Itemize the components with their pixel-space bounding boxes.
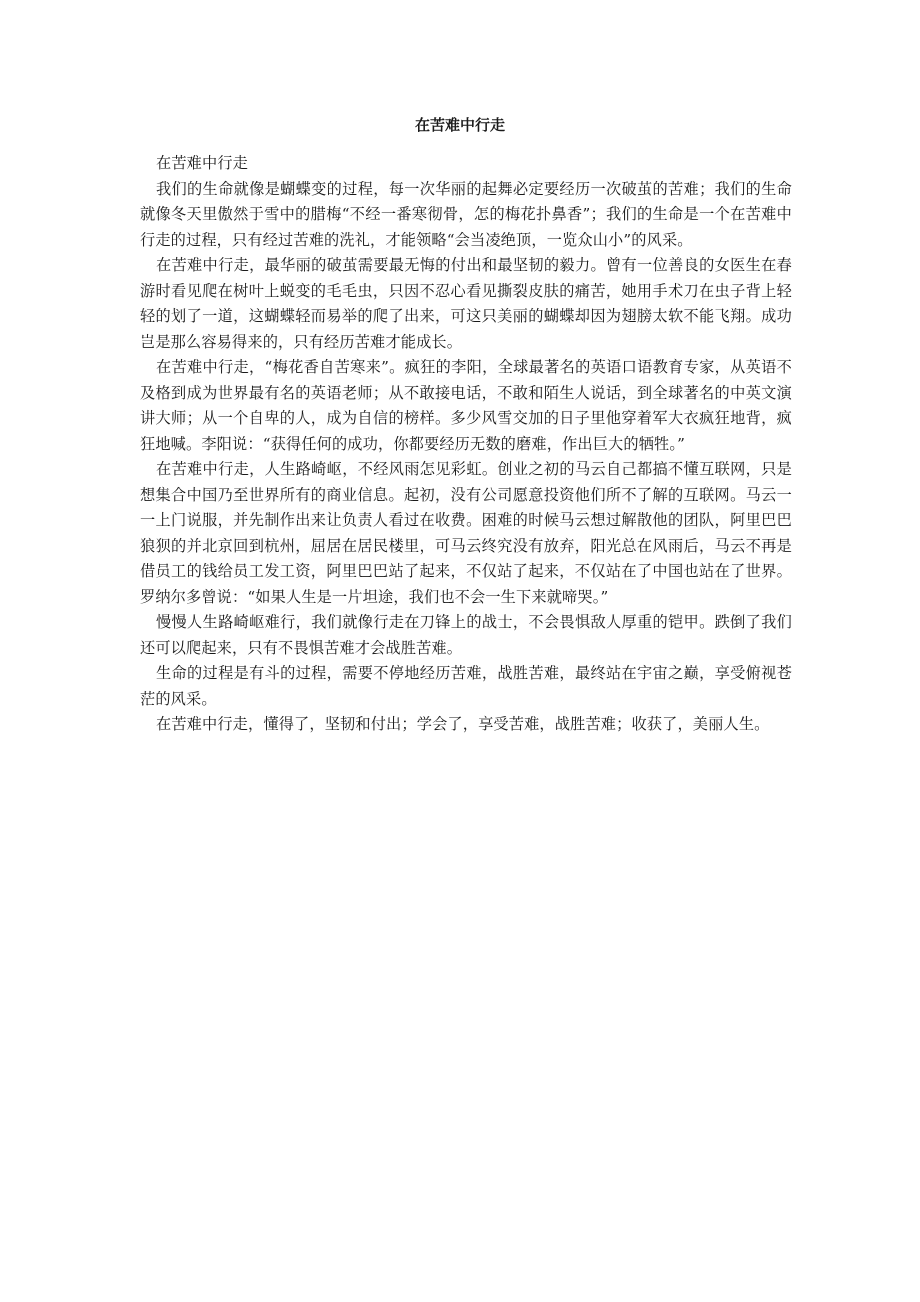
document-body	[140, 151, 792, 738]
document-title: 在苦难中行走	[414, 116, 505, 134]
paragraph: 我们的生命就像是蝴蝶变的过程，每一次华丽的起舞必定要经历一次破茧的苦难；我们的生命就像冬天里傲然于雪中的腊梅“不经一番寒彻骨，怎的梅花扑鼻香”；我们的生命是一个在苦难中行走的过程，只有经过苦难的洗礼，才能领略“会当凌绝顶，一览众山小”的风采。	[140, 179, 792, 249]
paragraph: 慢慢人生路崎岖难行，我们就像行走在刀锋上的战士，不会畏惧敌人厚重的铠甲。跌倒了我们还可以爬起来，只有不畏惧苦难才会战胜苦难。	[140, 613, 792, 657]
paragraph: 在苦难中行走，懂得了，坚韧和付出；学会了，享受苦难，战胜苦难；收获了，美丽人生。	[156, 715, 770, 733]
paragraph: 在苦难中行走	[156, 154, 249, 172]
paragraph: 生命的过程是有斗的过程，需要不停地经历苦难，战胜苦难，最终站在宇宙之巅，享受俯视苍茫的风采。	[140, 664, 792, 708]
paragraph: 在苦难中行走，最华丽的破茧需要最无悔的付出和最坚韧的毅力。曾有一位善良的女医生在春游时看见爬在树叶上蜕变的毛毛虫，只因不忍心看见撕裂皮肤的痛苦，她用手术刀在虫子背上轻轻的划了一道，这蝴蝶轻而易举的爬了出来，可这只美丽的蝴蝶却因为翅膀太软不能飞翔。成功岂是那么容易得来的，只有经历苦难才能成长。	[140, 256, 792, 351]
paragraph: 在苦难中行走，“梅花香自苦寒来”。疯狂的李阳，全球最著名的英语口语教育专家，从英语不及格到成为世界最有名的英语老师；从不敢接电话，不敢和陌生人说话，到全球著名的中英文演讲大师；从一个自卑的人，成为自信的榜样。多少风雪交加的日子里他穿着军大衣疯狂地背，疯狂地喊。李阳说：“获得任何的成功，你都要经历无数的磨难，作出巨大的牺牲。”	[140, 358, 792, 453]
paragraph: 在苦难中行走，人生路崎岖，不经风雨怎见彩虹。创业之初的马云自己都搞不懂互联网，只是想集合中国乃至世界所有的商业信息。起初，没有公司愿意投资他们所不了解的互联网。马云一一上门说服，并先制作出来让负责人看过在收费。困难的时候马云想过解散他的团队，阿里巴巴狼狈的并北京回到杭州，屈居在居民楼里，可马云终究没有放弃，阳光总在风雨后，马云不再是借员工的钱给员工发工资，阿里巴巴站了起来，不仅站了起来，不仅站在了中国也站在了世界。罗纳尔多曾说：“如果人生是一片坦途，我们也不会一生下来就啼哭。”	[140, 460, 792, 606]
